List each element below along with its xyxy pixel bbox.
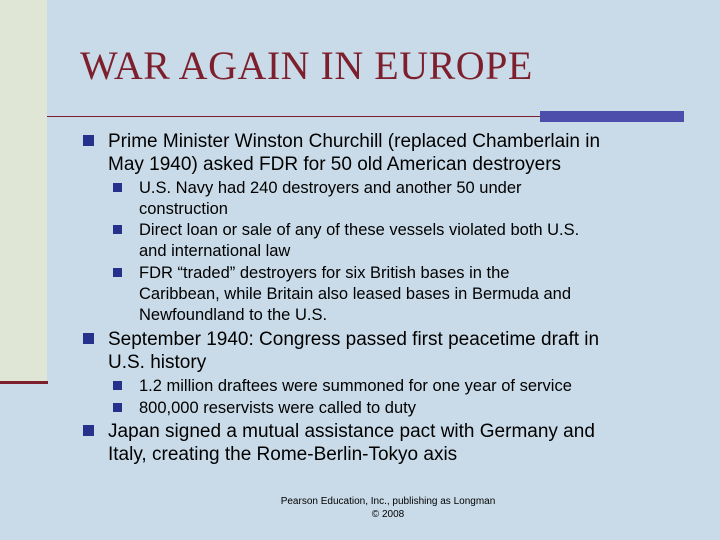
square-bullet-icon [113, 225, 122, 234]
square-bullet-icon [83, 333, 94, 344]
sub-bullet-line: Direct loan or sale of any of these vessels violated both U.S. [139, 221, 580, 239]
footer-line: Pearson Education, Inc., publishing as Longman [280, 496, 496, 507]
sub-bullet-line: construction [139, 200, 228, 218]
bullet-line: U.S. history [108, 352, 207, 373]
left-decorative-band [0, 0, 47, 384]
square-bullet-icon [113, 183, 122, 192]
footer-line: © 2008 [371, 509, 405, 520]
square-bullet-icon [113, 268, 122, 277]
square-bullet-icon [113, 403, 122, 412]
sub-bullet-line: 1.2 million draftees were summoned for one year of service [139, 377, 572, 395]
bullet-line: Japan signed a mutual assistance pact with Germany and [108, 421, 595, 442]
left-accent-line [0, 381, 48, 384]
slide-title: WAR AGAIN IN EUROPE [80, 43, 533, 88]
bullet-line: September 1940: Congress passed first peacetime draft in [108, 329, 600, 350]
sub-bullet-line: FDR “traded” destroyers for six British bases in the [139, 264, 510, 282]
sub-bullet-line: Newfoundland to the U.S. [139, 306, 328, 324]
sub-bullet-line: Caribbean, while Britain also leased bases in Bermuda and [139, 285, 572, 303]
title-accent-bar [540, 111, 684, 122]
square-bullet-icon [83, 425, 94, 436]
footer-credit [253, 495, 523, 521]
square-bullet-icon [83, 135, 94, 146]
sub-bullet-line: 800,000 reservists were called to duty [139, 399, 416, 417]
sub-bullet-line: and international law [139, 242, 291, 260]
sub-bullet-line: U.S. Navy had 240 destroyers and another 50 under [139, 179, 522, 197]
bullet-line: Italy, creating the Rome-Berlin-Tokyo axis [108, 444, 458, 465]
bullet-line: Prime Minister Winston Churchill (replaced Chamberlain in [108, 131, 601, 152]
bullet-line: May 1940) asked FDR for 50 old American destroyers [108, 154, 562, 175]
square-bullet-icon [113, 381, 122, 390]
